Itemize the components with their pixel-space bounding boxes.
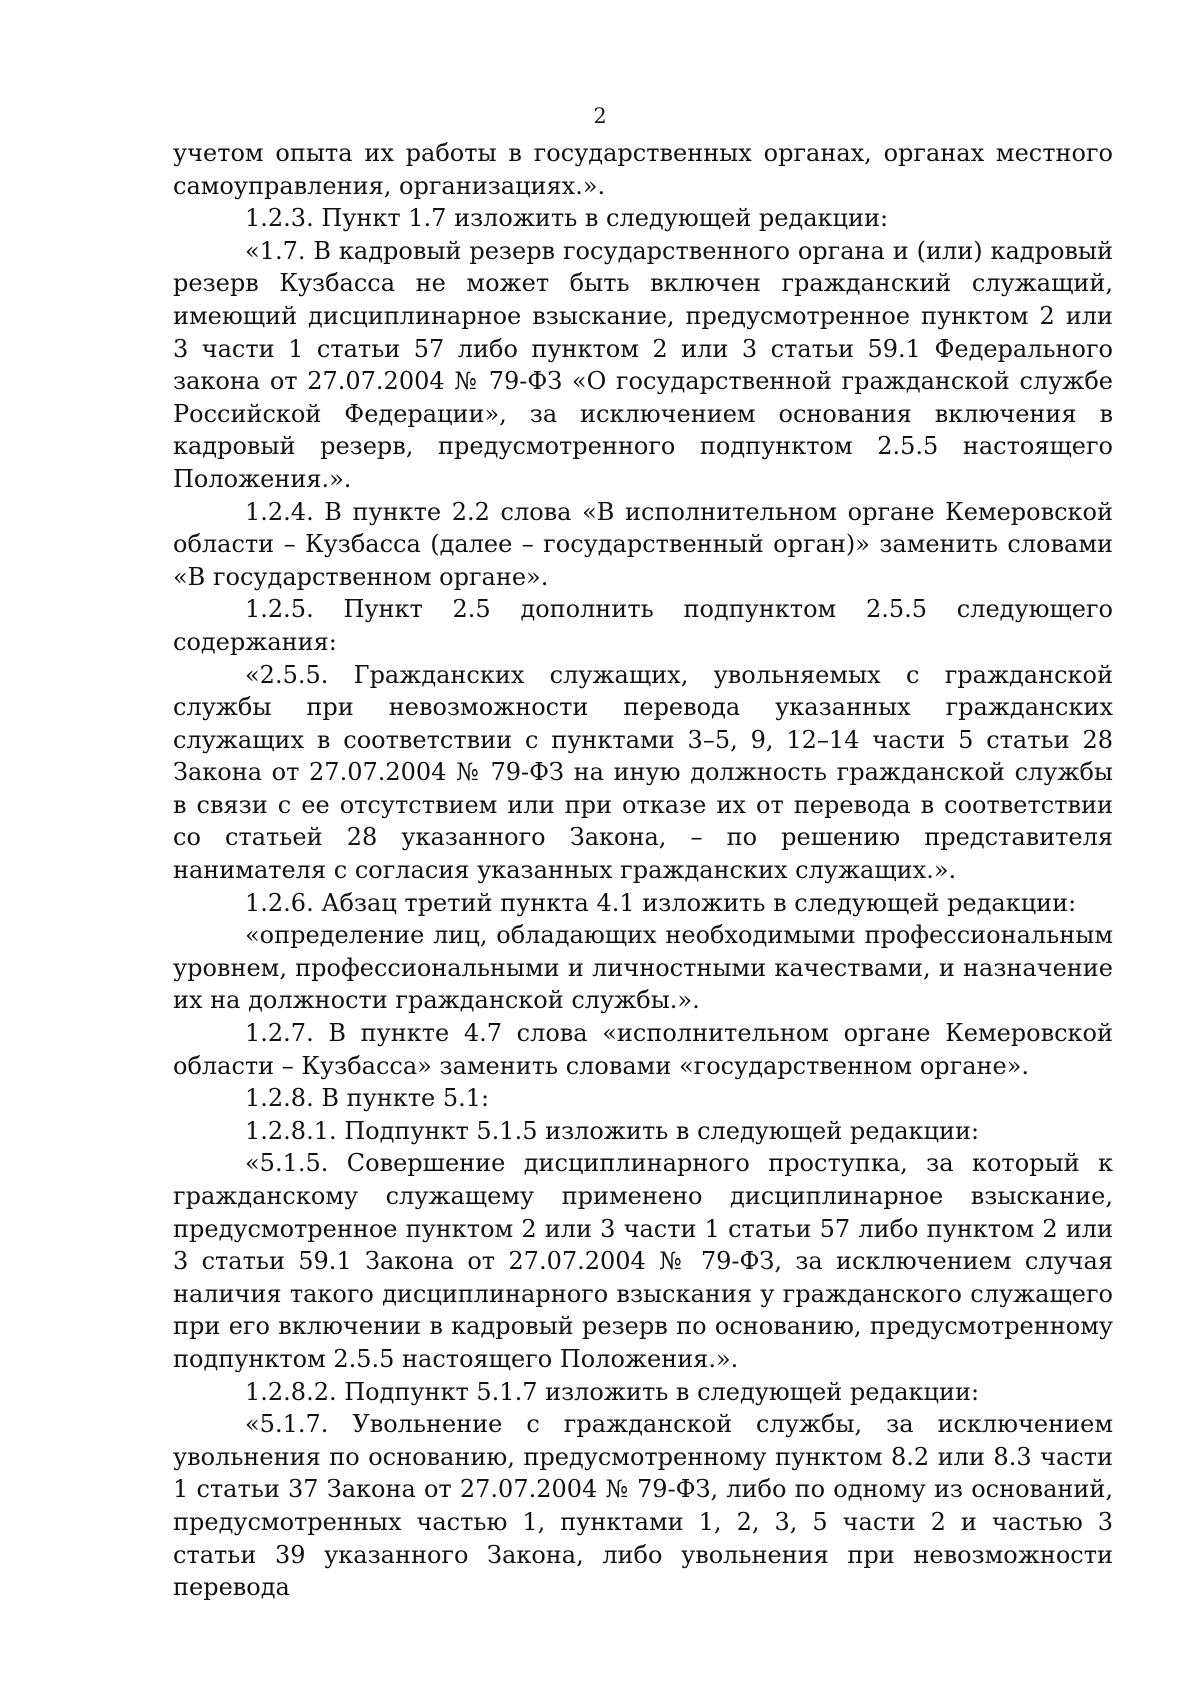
- paragraph-quote-definition: «определение лиц, обладающих необходимыми профессиональным уровнем, профессиональными и личностными качествами, и назначение их на должности гражданской службы.».: [173, 921, 1113, 1015]
- paragraph-1-2-3: 1.2.3. Пункт 1.7 изложить в следующей редакции:: [245, 204, 889, 233]
- paragraph-1-2-8: 1.2.8. В пункте 5.1:: [245, 1084, 490, 1113]
- paragraph-1-2-6: 1.2.6. Абзац третий пункта 4.1 изложить в следующей редакции:: [245, 888, 1077, 917]
- paragraph-continuation: учетом опыта их работы в государственных органах, органах местного самоуправления, организациях.».: [173, 139, 1113, 200]
- paragraph-1-2-7: 1.2.7. В пункте 4.7 слова «исполнительном органе Кемеровской области – Кузбасса» заменить словами «государственном органе».: [173, 1019, 1113, 1080]
- paragraph-quote-1-7: «1.7. В кадровый резерв государственного органа и (или) кадровый резерв Кузбасса не может быть включен гражданский служащий, имеющий дисциплинарное взыскание, предусмотренное пунктом 2 или 3 части 1 статьи 57 либо пунктом 2 или 3 статьи 59.1 Федерального закона от 27.07.2004 № 79-ФЗ «О государственной гражданской службе Российской Федерации», за исключением основания включения в кадровый резерв, предусмотренного подпунктом 2.5.5 настоящего Положения.».: [173, 236, 1113, 493]
- paragraph-quote-2-5-5: «2.5.5. Гражданских служащих, увольняемых с гражданской службы при невозможности перевода указанных гражданских служащих в соответствии с пунктами 3–5, 9, 12–14 части 5 статьи 28 Закона от 27.07.2004 № 79-ФЗ на иную должность гражданской службы в связи с ее отсутствием или при отказе их от перевода в соответствии со статьей 28 указанного Закона, – по решению представителя нанимателя с согласия указанных гражданских служащих.».: [173, 660, 1113, 885]
- paragraph-1-2-8-2: 1.2.8.2. Подпункт 5.1.7 изложить в следующей редакции:: [245, 1377, 980, 1406]
- paragraph-1-2-5: 1.2.5. Пункт 2.5 дополнить подпунктом 2.5.5 следующего содержания:: [173, 595, 1113, 656]
- page-number: 2: [593, 104, 607, 128]
- document-body: [173, 137, 1113, 1604]
- paragraph-quote-5-1-7: «5.1.7. Увольнение с гражданской службы, за исключением увольнения по основанию, предусмотренному пунктом 8.2 или 8.3 части 1 статьи 37 Закона от 27.07.2004 № 79-ФЗ, либо по одному из оснований, предусмотренных частью 1, пунктами 1, 2, 3, 5 части 2 и частью 3 статьи 39 указанного Закона, либо увольнения при невозможности перевода: [173, 1410, 1113, 1602]
- paragraph-1-2-4: 1.2.4. В пункте 2.2 слова «В исполнительном органе Кемеровской области – Кузбасса (далее – государственный орган)» заменить словами «В государственном органе».: [173, 497, 1113, 591]
- paragraph-quote-5-1-5: «5.1.5. Совершение дисциплинарного проступка, за который к гражданскому служащему применено дисциплинарное взыскание, предусмотренное пунктом 2 или 3 части 1 статьи 57 либо пунктом 2 или 3 статьи 59.1 Закона от 27.07.2004 № 79-ФЗ, за исключением случая наличия такого дисциплинарного взыскания у гражданского служащего при его включении в кадровый резерв по основанию, предусмотренному подпунктом 2.5.5 настоящего Положения.».: [173, 1149, 1113, 1373]
- paragraph-1-2-8-1: 1.2.8.1. Подпункт 5.1.5 изложить в следующей редакции:: [245, 1116, 980, 1145]
